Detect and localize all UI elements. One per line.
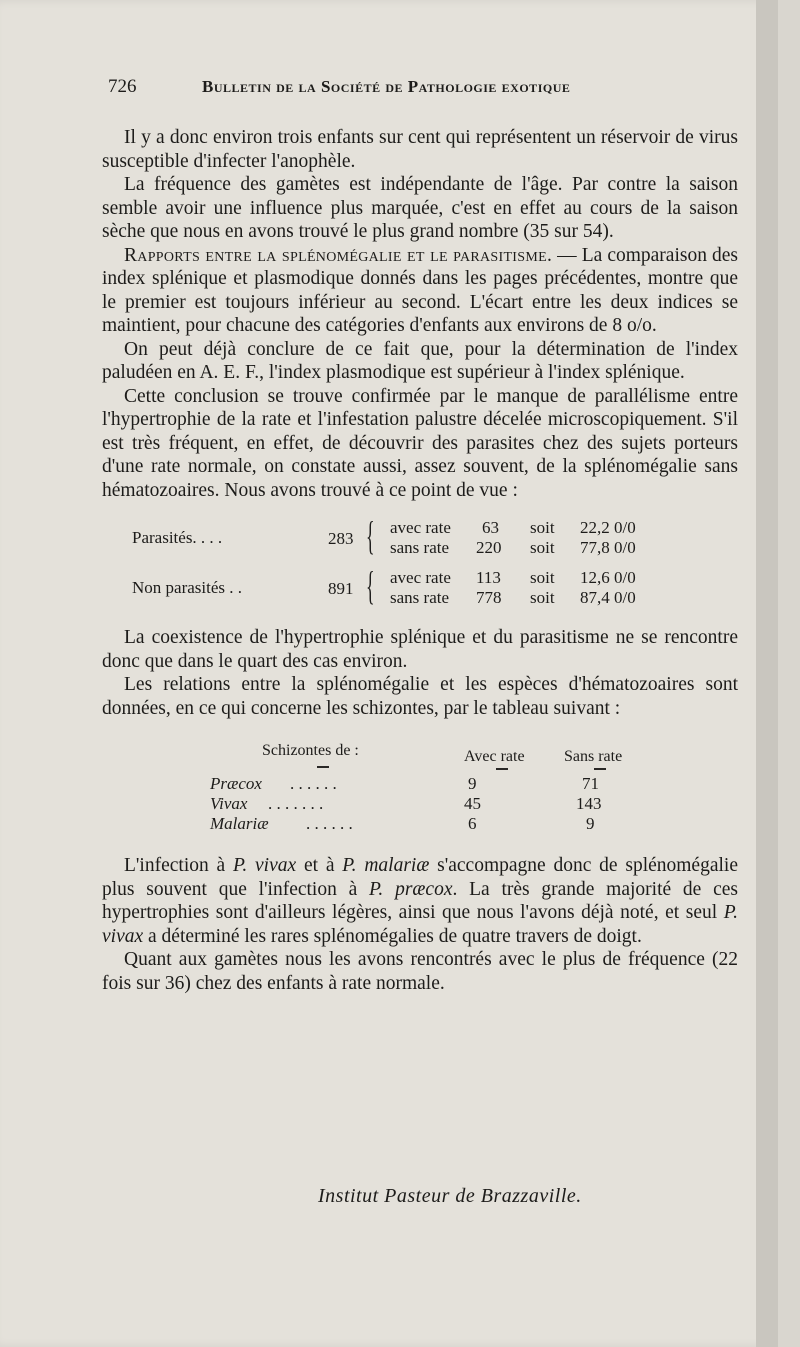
article-body — [102, 126, 738, 995]
row-label: Parasités. . . . — [132, 528, 223, 547]
sub-percent: 77,8 0/0 — [580, 538, 636, 557]
species-ref: P. vivax — [102, 902, 738, 947]
text-run: et à — [296, 855, 343, 876]
sub-soit: soit — [530, 538, 555, 557]
table-row — [102, 563, 738, 612]
institution-signature: Institut Pasteur de Brazzaville. — [318, 1185, 582, 1207]
avec-value: 9 — [468, 774, 477, 793]
table-row — [210, 774, 660, 794]
brace-glyph: { — [366, 513, 375, 558]
sub-category: sans rate — [390, 588, 450, 607]
paragraph-8 — [102, 854, 738, 948]
paragraph-6: La coexistence de l'hypertrophie splénique et du parasitisme ne se rencontre donc que dans le quart des cas environ. — [102, 627, 738, 672]
paragraph-1: Il y a donc environ trois enfants sur cent qui représentent un réservoir de virus susceptible d'infecter l'anophèle. — [102, 127, 738, 172]
header-species: Schizontes de : — [262, 742, 359, 759]
sub-count: 220 — [476, 538, 502, 557]
page-edge — [756, 0, 778, 1347]
sub-row — [390, 518, 750, 538]
species-ref: P. præcox — [369, 878, 453, 900]
sans-value: 71 — [582, 774, 599, 793]
sub-percent: 22,2 0/0 — [580, 518, 636, 537]
row-label: Non parasités . . — [132, 578, 243, 597]
sub-count: 778 — [476, 588, 502, 607]
paragraph-3-body: — La comparaison des index splénique et plasmodique donnés dans les pages précédentes, montre que le premier est toujours inférieur au second. L'écart entre les deux indices se maintient, pour chacune des catégories d'enfants aux environs de 8 o/o. — [102, 244, 738, 336]
sub-count: 63 — [482, 518, 499, 537]
header-rule — [594, 768, 606, 770]
sub-category: avec rate — [390, 568, 451, 587]
paragraph-5: Cette conclusion se trouve confirmée par le manque de parallélisme entre l'hypertrophie de la rate et l'infestation palustre décelée microscopiquement. S'il est très fréquent, en effet, de découvrir des parasites chez des sujets porteurs d'une rate normale, on constate aussi, assez souvent, de la splénomégalie sans hématozoaires. Nous avons trouvé à ce point de vue : — [102, 385, 738, 501]
table-row — [210, 814, 660, 834]
page-header — [108, 76, 728, 104]
species-name: Præcox — [210, 774, 262, 793]
paragraph-3 — [102, 244, 738, 338]
header-rule — [496, 768, 508, 770]
header-sans-rate: Sans rate — [564, 748, 623, 765]
species-ref: P. malariæ — [342, 855, 430, 876]
header-avec-rate: Avec rate — [464, 748, 525, 765]
paragraph-2: La fréquence des gamètes est indépendante de l'âge. Par contre la saison semble avoir une influence plus marquée, c'est en effet au cours de la saison sèche que nous en avons trouvé le plus grand nombre (35 sur 54). — [102, 174, 738, 242]
sans-value: 143 — [576, 794, 602, 813]
species-name: Malariæ — [210, 814, 269, 833]
brace-glyph: { — [366, 563, 375, 608]
page-number: 726 — [108, 76, 137, 97]
sub-soit: soit — [530, 568, 555, 587]
text-run: s'accompagne donc de splénomégalie plus souvent que l'infection à — [102, 855, 738, 900]
sub-row — [390, 568, 750, 588]
schizontes-table — [102, 734, 738, 844]
sub-count: 113 — [476, 568, 501, 587]
row-total: 891 — [328, 579, 354, 598]
avec-value: 6 — [468, 814, 477, 833]
species-ref: P. vivax — [232, 855, 297, 876]
sub-category: avec rate — [390, 518, 451, 537]
parasitism-table — [102, 513, 738, 616]
section-heading: Rapports entre la splénomégalie et le parasitisme. — [124, 244, 553, 266]
text-run: . La très grande majorité de ces hypertrophies sont d'ailleurs légères, ainsi que nous l'avons déjà noté, et seul — [102, 878, 738, 923]
row-total: 283 — [328, 529, 354, 548]
paragraph-9: Quant aux gamètes nous les avons rencontrés avec le plus de fréquence (22 fois sur 36) chez des enfants à rate normale. — [102, 949, 738, 994]
sub-soit: soit — [530, 588, 555, 607]
header-rule — [317, 766, 329, 768]
avec-value: 45 — [464, 794, 481, 813]
sans-value: 9 — [586, 814, 595, 833]
sub-percent: 12,6 0/0 — [580, 568, 636, 587]
sub-percent: 87,4 0/0 — [580, 588, 636, 607]
paragraph-4: On peut déjà conclure de ce fait que, pour la détermination de l'index paludéen en A. E. F., l'index plasmodique est supérieur à l'index splénique. — [102, 338, 738, 383]
table-row — [102, 513, 738, 562]
leader-dots: . . . . . . . — [268, 794, 324, 813]
table-row — [210, 794, 660, 814]
text-run: L'infection à — [124, 855, 233, 876]
leader-dots: . . . . . . — [290, 774, 337, 793]
species-name: Vivax — [210, 794, 248, 813]
leader-dots: . . . . . . — [306, 814, 353, 833]
sub-category: sans rate — [390, 538, 450, 557]
running-head: Bulletin de la Société de Pathologie exotique — [202, 77, 571, 96]
text-run: a déterminé les rares splénomégalies de quatre travers de doigt. — [143, 925, 642, 947]
sub-row — [390, 538, 750, 558]
sub-row — [390, 588, 750, 608]
sub-soit: soit — [530, 518, 555, 537]
paragraph-7: Les relations entre la splénomégalie et les espèces d'hématozoaires sont données, en ce qui concerne les schizontes, par le tableau suivant : — [102, 674, 738, 719]
